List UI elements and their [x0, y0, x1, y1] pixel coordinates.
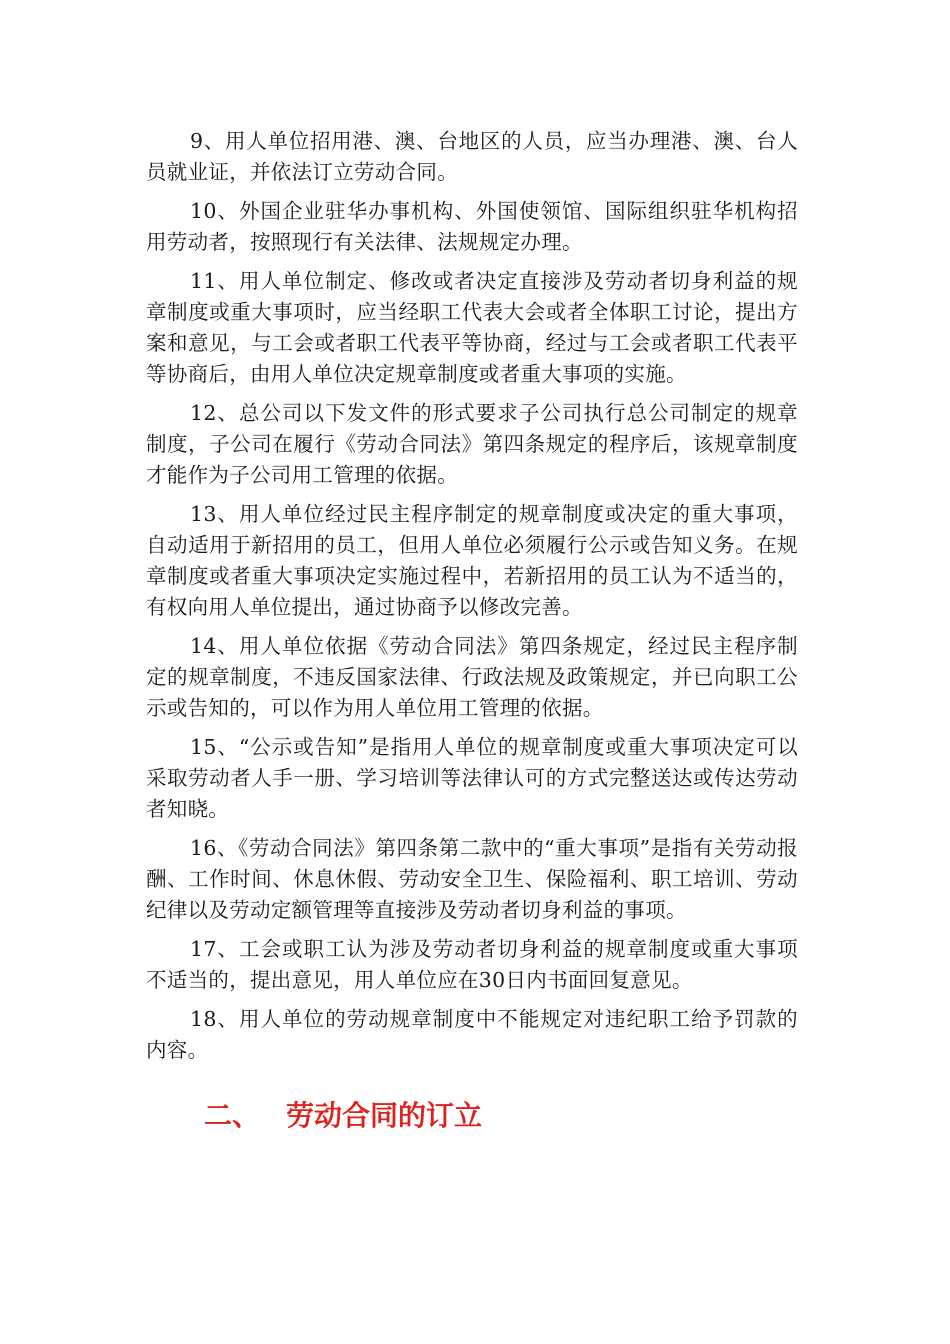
paragraph-17: 17、工会或职工认为涉及劳动者切身利益的规章制度或重大事项不适当的，提出意见，用人单位应在30日内书面回复意见。 [146, 937, 798, 992]
paragraph-11: 11、用人单位制定、修改或者决定直接涉及劳动者切身利益的规章制度或重大事项时，应当经职工代表大会或者全体职工讨论，提出方案和意见，与工会或者职工代表平等协商，经过与工会或者职工代表平等协商后，由用人单位决定规章制度或者重大事项的实施。 [146, 269, 798, 386]
paragraph-9: 9、用人单位招用港、澳、台地区的人员，应当办理港、澳、台人员就业证，并依法订立劳动合同。 [146, 129, 798, 184]
paragraph-12: 12、总公司以下发文件的形式要求子公司执行总公司制定的规章制度，子公司在履行《劳动合同法》第四条规定的程序后，该规章制度才能作为子公司用工管理的依据。 [146, 401, 798, 487]
paragraph-10: 10、外国企业驻华办事机构、外国使领馆、国际组织驻华机构招用劳动者，按照现行有关法律、法规规定办理。 [146, 199, 798, 254]
section-number: 二、 [204, 1099, 261, 1132]
section-title: 劳动合同的订立 [286, 1099, 483, 1132]
paragraph-15: 15、“公示或告知”是指用人单位的规章制度或重大事项决定可以采取劳动者人手一册、学习培训等法律认可的方式完整送达或传达劳动者知晓。 [146, 735, 798, 821]
document-body [146, 126, 798, 1074]
paragraph-16: 16、《劳动合同法》第四条第二款中的“重大事项”是指有关劳动报酬、工作时间、休息休假、劳动安全卫生、保险福利、职工培训、劳动纪律以及劳动定额管理等直接涉及劳动者切身利益的事项。 [146, 836, 798, 922]
paragraph-13: 13、用人单位经过民主程序制定的规章制度或决定的重大事项，自动适用于新招用的员工，但用人单位必须履行公示或告知义务。在规章制度或者重大事项决定实施过程中，若新招用的员工认为不适当的，有权向用人单位提出，通过协商予以修改完善。 [146, 502, 798, 619]
section-heading [204, 1096, 482, 1136]
paragraph-18: 18、用人单位的劳动规章制度中不能规定对违纪职工给予罚款的内容。 [146, 1007, 798, 1062]
paragraph-14: 14、用人单位依据《劳动合同法》第四条规定，经过民主程序制定的规章制度，不违反国家法律、行政法规及政策规定，并已向职工公示或告知的，可以作为用人单位用工管理的依据。 [146, 634, 798, 720]
